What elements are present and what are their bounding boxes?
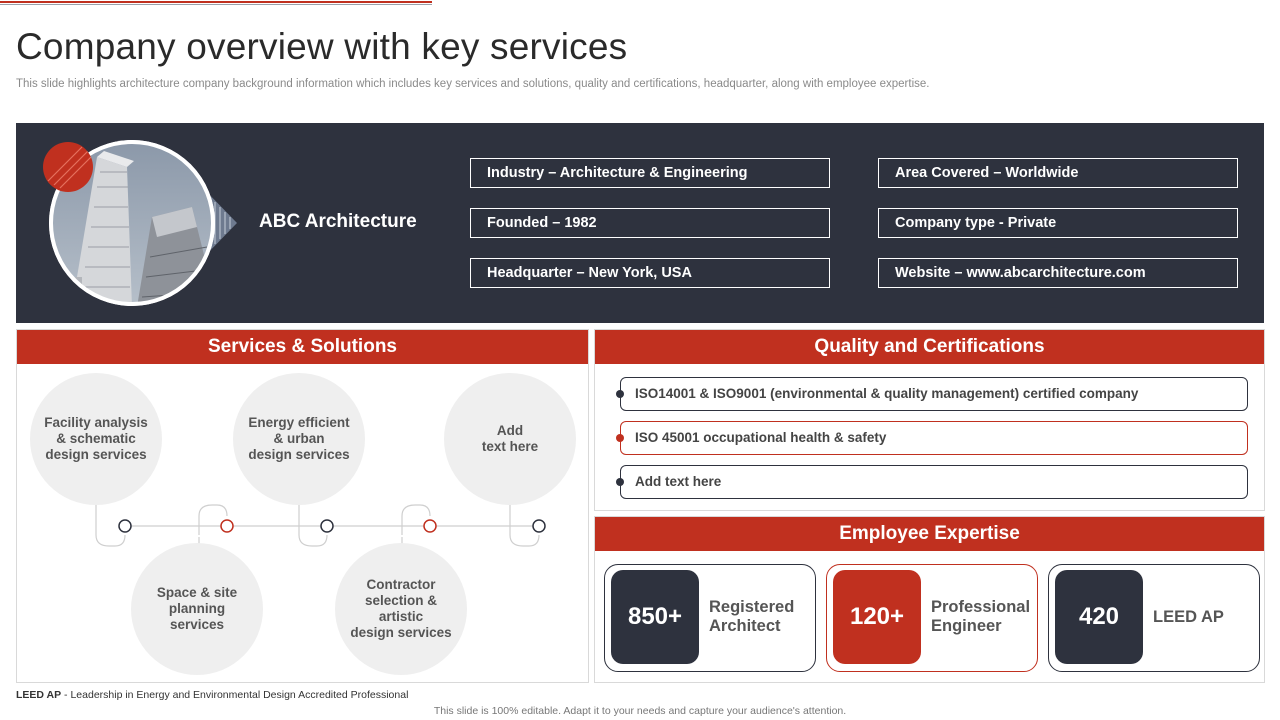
service-contractor-selection: Contractor selection & artistic design services <box>335 543 467 675</box>
info-company-type: Company type - Private <box>878 208 1238 238</box>
info-founded: Founded – 1982 <box>470 208 830 238</box>
footnote-definition: - Leadership in Energy and Environmental Design Accredited Professional <box>61 689 409 701</box>
expertise-card-leed <box>1048 564 1260 672</box>
expertise-label: Registered Architect <box>709 598 795 635</box>
expertise-card-architect <box>604 564 816 672</box>
editable-note: This slide is 100% editable. Adapt it to your needs and capture your audience's attention. <box>433 705 847 717</box>
footnote <box>16 689 408 701</box>
info-industry: Industry – Architecture & Engineering <box>470 158 830 188</box>
info-website: Website – www.abcarchitecture.com <box>878 258 1238 288</box>
expertise-panel <box>594 516 1265 683</box>
expertise-count: 420 <box>1055 570 1143 664</box>
services-heading: Services & Solutions <box>17 330 588 364</box>
expertise-count: 120+ <box>833 570 921 664</box>
bullet-dot-icon <box>616 478 624 486</box>
quality-item-label: ISO 45001 occupational health & safety <box>635 430 887 445</box>
quality-item-iso45001 <box>620 421 1248 455</box>
quality-heading: Quality and Certifications <box>595 330 1264 364</box>
page-title: Company overview with key services <box>16 26 628 67</box>
service-space-site-planning: Space & site planning services <box>131 543 263 675</box>
expertise-card-engineer <box>826 564 1038 672</box>
bullet-dot-icon <box>616 434 624 442</box>
service-add-text: Add text here <box>444 373 576 505</box>
service-facility-analysis: Facility analysis & schematic design services <box>30 373 162 505</box>
expertise-label: LEED AP <box>1153 607 1224 626</box>
info-headquarter: Headquarter – New York, USA <box>470 258 830 288</box>
top-accent-rule <box>0 0 432 6</box>
services-panel <box>16 329 589 683</box>
quality-item-add-text <box>620 465 1248 499</box>
service-energy-efficient: Energy efficient & urban design services <box>233 373 365 505</box>
quality-item-label: ISO14001 & ISO9001 (environmental & quality management) certified company <box>635 386 1139 401</box>
quality-panel <box>594 329 1265 511</box>
quality-item-label: Add text here <box>635 474 722 489</box>
footnote-term: LEED AP <box>16 689 62 701</box>
quality-item-iso14001 <box>620 377 1248 411</box>
company-name: ABC Architecture <box>259 211 417 232</box>
expertise-label: Professional Engineer <box>931 598 1031 635</box>
expertise-heading: Employee Expertise <box>595 517 1264 551</box>
page-subtitle: This slide highlights architecture company background information which includes key services and solutions, quality and certifications, headquarter, along with employee expertise. <box>16 78 930 90</box>
expertise-count: 850+ <box>611 570 699 664</box>
building-photo <box>42 137 262 309</box>
company-banner <box>16 123 1264 323</box>
bullet-dot-icon <box>616 390 624 398</box>
info-area-covered: Area Covered – Worldwide <box>878 158 1238 188</box>
